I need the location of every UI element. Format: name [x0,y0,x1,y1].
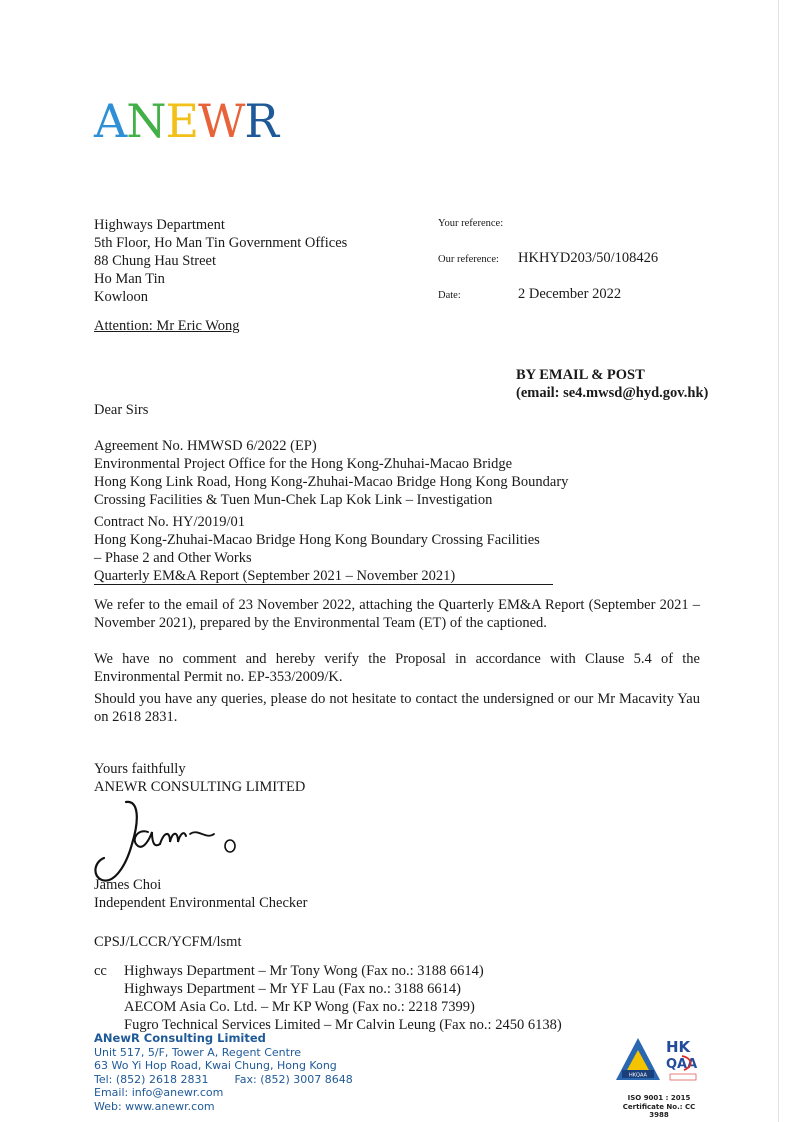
logo-letter-a: A [94,94,127,148]
cc-recipient: Fugro Technical Services Limited – Mr Calvin Leung (Fax no.: 2450 6138) [124,1017,562,1033]
footer-web: Web: www.anewr.com [94,1099,215,1113]
subject-line: Agreement No. HMWSD 6/2022 (EP) [94,438,317,454]
cc-recipient: AECOM Asia Co. Ltd. – Mr KP Wong (Fax no.: 2218 7399) [124,999,475,1015]
subject-line: – Phase 2 and Other Works [94,550,252,566]
closing-company: ANEWR CONSULTING LIMITED [94,779,306,795]
address-line: 5th Floor, Ho Man Tin Government Offices [94,235,348,251]
our-reference-label: Our reference: [438,254,499,265]
body-paragraph-1: We refer to the email of 23 November 2022, attaching the Quarterly EM&A Report (September 2021 – November 2021), prepared by the Environmental Team (ET) of the captioned. [94,597,700,631]
signer-name: James Choi [94,877,162,893]
footer-tel: Tel: (852) 2618 2831 [94,1072,209,1086]
hkqaa-mark-text: HKQAA [629,1072,647,1079]
logo-letter-r: R [244,94,278,148]
footer-phone-row [94,1073,353,1087]
subject-line: Environmental Project Office for the Hong Kong-Zhuhai-Macao Bridge [94,456,513,472]
page-edge [778,0,779,1122]
footer-email: Email: info@anewr.com [94,1086,224,1099]
footer-company: ANewR Consulting Limited [94,1031,266,1045]
address-line: 88 Chung Hau Street [94,253,217,269]
date-value: 2 December 2022 [518,286,622,302]
company-footer [94,1032,353,1113]
subject-line: Hong Kong Link Road, Hong Kong-Zhuhai-Macao Bridge Hong Kong Boundary [94,474,569,490]
signer-block [94,876,307,912]
hkqaa-certification-icon [612,1030,706,1090]
attention-line: Attention: Mr Eric Wong [94,318,240,334]
agreement-subject [94,437,700,509]
cc-recipient: Highways Department – Mr Tony Wong (Fax no.: 3188 6614) [124,963,484,979]
contract-subject [94,513,700,585]
iso-standard: ISO 9001 : 2015 [627,1094,691,1102]
subject-line: Crossing Facilities & Tuen Mun-Chek Lap Kok Link – Investigation [94,492,493,508]
closing-block [94,760,700,796]
date-label: Date: [438,290,461,301]
delivery-method-label: BY EMAIL & POST [516,367,645,383]
body-paragraph-3: Should you have any queries, please do not hesitate to contact the undersigned or our Mr Macavity Yau on 2618 2831. [94,691,700,725]
address-line: Ho Man Tin [94,271,165,287]
footer-address-2: 63 Wo Yi Hop Road, Kwai Chung, Hong Kong [94,1059,337,1072]
footer-address-1: Unit 517, 5/F, Tower A, Regent Centre [94,1045,302,1059]
svg-text:QAA: QAA [666,1057,698,1072]
certification-marks [612,1030,706,1120]
cc-label: cc [94,963,107,979]
address-line: Highways Department [94,217,225,233]
your-reference-label: Your reference: [438,218,504,229]
logo-letter-e: E [165,94,199,148]
handwritten-signature [86,796,256,888]
body-paragraph-2: We have no comment and hereby verify the Proposal in accordance with Clause 5.4 of the Environmental Permit no. EP-353/2009/K. [94,651,700,685]
certificate-number: Certificate No.: CC 3988 [622,1102,696,1119]
document-ref-code: CPSJ/LCCR/YCFM/lsmt [94,934,242,950]
report-title: Quarterly EM&A Report (September 2021 – November 2021) [94,568,553,585]
cc-list [124,962,562,1034]
subject-line: Contract No. HY/2019/01 [94,514,246,530]
signer-title: Independent Environmental Checker [94,895,308,911]
logo-letter-w: W [198,94,245,148]
subject-line: Hong Kong-Zhuhai-Macao Bridge Hong Kong Boundary Crossing Facilities [94,532,540,548]
footer-fax: Fax: (852) 3007 8648 [234,1072,353,1086]
address-line: Kowloon [94,289,148,305]
our-reference-value: HKHYD203/50/108426 [518,250,659,266]
anewr-logo [94,94,278,148]
delivery-email: (email: se4.mwsd@hyd.gov.hk) [516,385,709,401]
delivery-method [516,366,708,402]
salutation: Dear Sirs [94,402,149,418]
cc-recipient: Highways Department – Mr YF Lau (Fax no.: 3188 6614) [124,981,461,997]
svg-text:HK: HK [666,1038,691,1056]
valediction: Yours faithfully [94,761,186,777]
logo-letter-n: N [126,94,166,148]
recipient-address [94,216,347,306]
